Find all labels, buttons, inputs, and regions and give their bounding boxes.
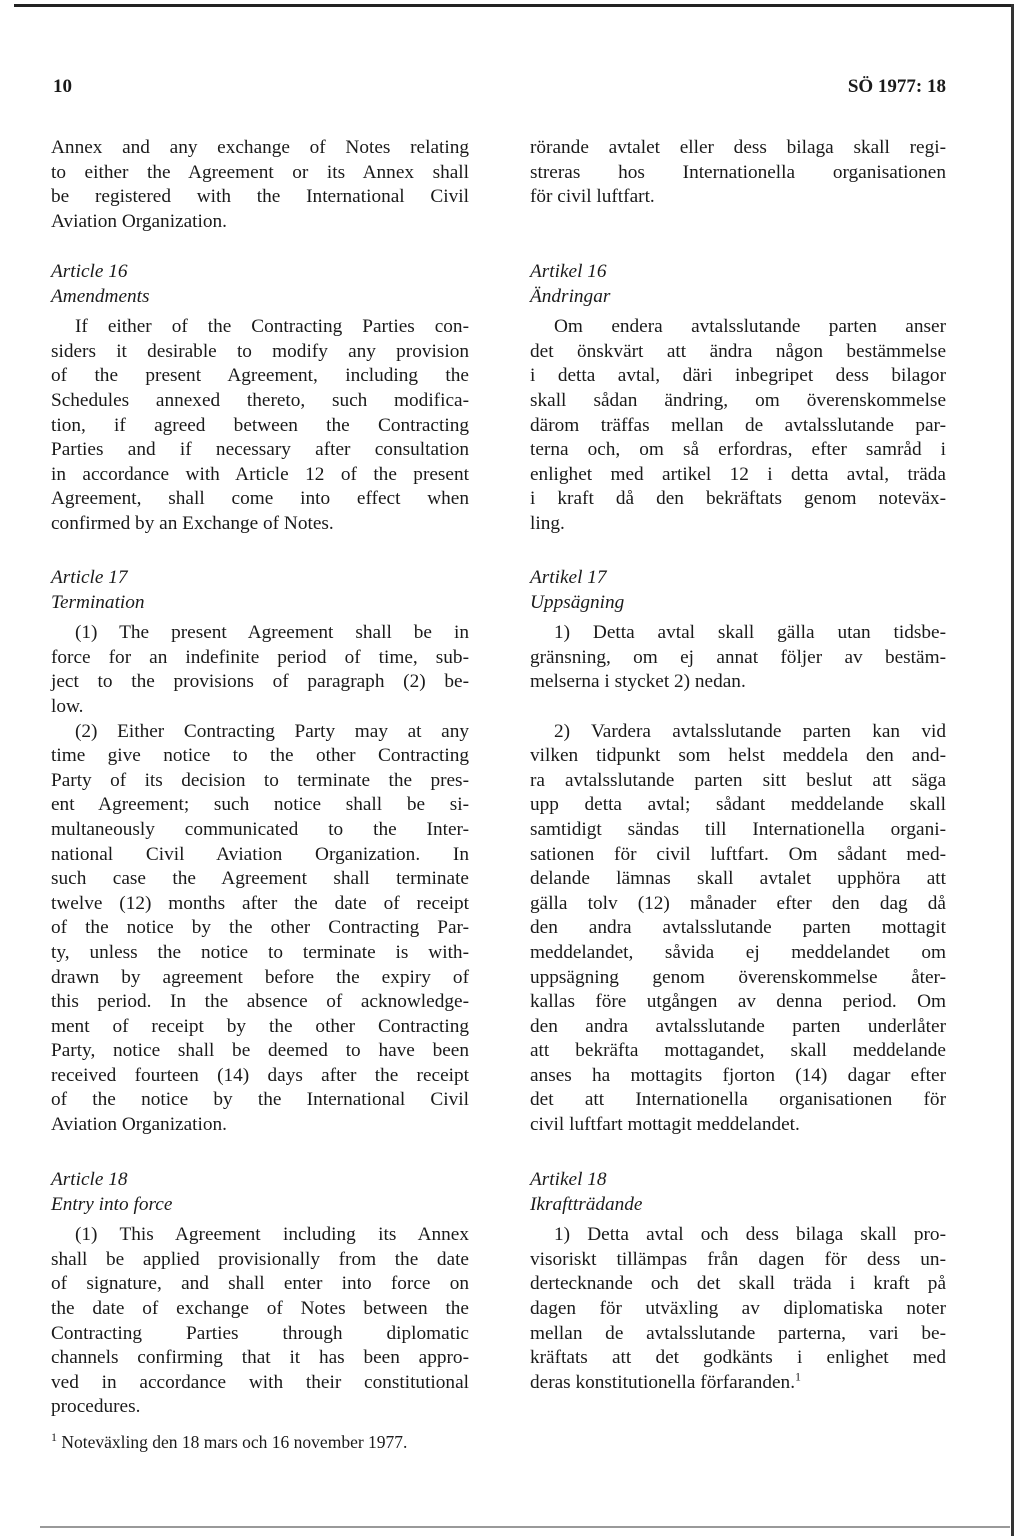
- text-line: enlighet med artikel 12 i detta avtal, träda: [530, 463, 946, 485]
- swedish-article-16: [530, 260, 946, 537]
- text-line: in accordance with Article 12 of the present: [51, 463, 469, 485]
- text-line: of the present Agreement, including the: [51, 365, 469, 387]
- text-line: tion, if agreed between the Contracting: [51, 414, 469, 436]
- text-line: such case the Agreement shall terminate: [51, 868, 469, 890]
- article-title: Amendments: [51, 285, 150, 307]
- text-line: multaneously communicated to the Inter-: [51, 818, 469, 840]
- text-line: gälla tolv (12) månader efter den dag då: [530, 892, 946, 914]
- text-line: Schedules annexed thereto, such modifica-: [51, 389, 469, 411]
- document-reference: SÖ 1977: 18: [847, 76, 946, 97]
- text-line: (1) This Agreement including its Annex: [75, 1224, 469, 1246]
- text-line: Contracting Parties through diplomatic: [51, 1322, 469, 1344]
- text-line: of the notice by the International Civil: [51, 1089, 469, 1111]
- text-line: Om endera avtalsslutande parten anser: [554, 316, 946, 338]
- text-line: national Civil Aviation Organization. In: [51, 843, 469, 865]
- text-line: of the notice by the other Contracting Par-: [51, 917, 469, 939]
- text-line: dertecknande och det skall träda i kraft på: [530, 1273, 946, 1295]
- text-line: meddelandet, såvida ej meddelandet om: [530, 941, 946, 963]
- scan-border-right: [1011, 4, 1014, 1536]
- text-line: (2) Either Contracting Party may at any: [75, 720, 469, 742]
- english-intro: [51, 136, 469, 234]
- article-heading: Article 16: [51, 261, 128, 282]
- text-line: drawn by agreement before the expiry of: [51, 966, 469, 988]
- text-line: this period. In the absence of acknowledge-: [51, 991, 469, 1013]
- english-article-16: [51, 260, 469, 537]
- text-line: Annex and any exchange of Notes relating: [51, 137, 469, 158]
- text-line: den andra avtalsslutande parten underlåter: [530, 1015, 946, 1037]
- text-line: civil luftfart mottagit meddelandet.: [530, 1114, 800, 1136]
- article-heading: Artikel 17: [530, 567, 607, 588]
- text-line: ra avtalsslutande parten sitt beslut att säga: [530, 769, 946, 791]
- text-line: deras konstitutionella förfaranden.$^1$: [530, 1369, 802, 1393]
- text-line: procedures.: [51, 1396, 141, 1418]
- text-line: visoriskt tillämpas från dagen för dess un-: [530, 1248, 946, 1270]
- swedish-article-17: [530, 566, 946, 1138]
- text-line: den andra avtalsslutande parten mottagit: [530, 917, 946, 939]
- text-line: det önskvärt att ändra någon bestämmelse: [530, 340, 946, 362]
- text-line: be registered with the International Civil: [51, 186, 469, 208]
- text-line: Party, notice shall be deemed to have been: [51, 1040, 469, 1062]
- english-article-18: [51, 1168, 469, 1420]
- text-line: vilken tidpunkt som helst meddela den and-: [530, 745, 946, 767]
- text-line: kräftats att det godkänts i enlighet med: [530, 1347, 946, 1369]
- swedish-intro: [530, 136, 946, 210]
- text-line: Party of its decision to terminate the pres-: [51, 769, 469, 791]
- footnote-marker: 1: [51, 1430, 57, 1445]
- text-line: Aviation Organization.: [51, 210, 227, 232]
- text-line: rörande avtalet eller dess bilaga skall regi-: [530, 137, 946, 158]
- text-line: det att Internationella organisationen för: [530, 1089, 946, 1111]
- footnote-reference: 1: [795, 1369, 802, 1384]
- text-line: delande lämnas skall avtalet upphöra att: [530, 868, 946, 890]
- swedish-article-18: [530, 1168, 946, 1395]
- text-line: confirmed by an Exchange of Notes.: [51, 512, 334, 534]
- text-line: melserna i stycket 2) nedan.: [530, 671, 746, 693]
- text-line: twelve (12) months after the date of receipt: [51, 892, 469, 914]
- text-line: uppsägning genom överenskommelse åter-: [530, 966, 946, 988]
- english-article-17: [51, 566, 469, 1138]
- text-line: Aviation Organization.: [51, 1114, 227, 1136]
- text-line: i detta avtal, däri inbegripet dess bilagor: [530, 365, 946, 387]
- article-title: Entry into force: [51, 1193, 173, 1215]
- text-line: ty, unless the notice to terminate is with-: [51, 941, 469, 963]
- text-line: ment of receipt by the other Contracting: [51, 1015, 469, 1037]
- article-title: Termination: [51, 591, 145, 613]
- text-line: därom träffas mellan de avtalsslutande par-: [530, 414, 946, 436]
- article-title: Ikraftträdande: [530, 1193, 643, 1215]
- text-line: streras hos Internationella organisationen: [530, 161, 946, 183]
- scan-border-bottom: [40, 1526, 1010, 1528]
- page-number: 10: [53, 76, 72, 97]
- text-line: ject to the provisions of paragraph (2) be-: [51, 671, 469, 693]
- text-line: att bekräfta mottagandet, skall meddelande: [530, 1040, 946, 1062]
- article-title: Uppsägning: [530, 591, 625, 613]
- text-line: (1) The present Agreement shall be in: [75, 622, 469, 644]
- scan-border-top: [14, 4, 1012, 7]
- text-line: ent Agreement; such notice shall be si-: [51, 794, 469, 816]
- text-line: sationen för civil luftfart. Om sådant med-: [530, 843, 946, 865]
- text-line: shall be applied provisionally from the date: [51, 1248, 469, 1270]
- text-line: the date of exchange of Notes between the: [51, 1297, 469, 1319]
- text-line: upp detta avtal; sådant meddelande skall: [530, 794, 946, 816]
- text-line: low.: [51, 695, 84, 717]
- text-line: If either of the Contracting Parties con-: [75, 316, 469, 338]
- article-heading: Article 17: [51, 567, 128, 588]
- article-heading: Article 18: [51, 1169, 128, 1190]
- text-line: 1) Detta avtal skall gälla utan tidsbe-: [554, 622, 946, 644]
- text-line: mellan de avtalsslutande parterna, vari be-: [530, 1322, 946, 1344]
- text-line: anses ha mottagits fjorton (14) dagar efter: [530, 1064, 946, 1086]
- article-title: Ändringar: [530, 285, 611, 307]
- text-line: samtidigt sändas till Internationella organi-: [530, 818, 946, 840]
- text-line: siders it desirable to modify any provision: [51, 340, 469, 362]
- text-line: 1) Detta avtal och dess bilaga skall pro-: [554, 1224, 946, 1246]
- text-line: force for an indefinite period of time, sub-: [51, 646, 469, 668]
- text-line: channels confirming that it has been appro-: [51, 1347, 469, 1369]
- text-line: kallas före utgången av denna period. Om: [530, 991, 946, 1013]
- text-line: to either the Agreement or its Annex shall: [51, 161, 469, 183]
- page-header: [50, 76, 946, 104]
- text-line: dagen för utväxling av diplomatiska noter: [530, 1297, 946, 1319]
- text-line: Parties and if necessary after consultation: [51, 439, 469, 461]
- text-line: i kraft då den bekräftats genom noteväx-: [530, 488, 946, 510]
- text-line: time give notice to the other Contracting: [51, 745, 469, 767]
- article-heading: Artikel 18: [530, 1169, 607, 1190]
- text-line: för civil luftfart.: [530, 186, 655, 208]
- text-line: ling.: [530, 512, 565, 534]
- text-line: received fourteen (14) days after the receipt: [51, 1064, 469, 1086]
- text-line: of signature, and shall enter into force on: [51, 1273, 469, 1295]
- text-line: skall sådan ändring, om överenskommelse: [530, 389, 946, 411]
- text-line: terna och, om så erfordras, efter samråd i: [530, 439, 946, 461]
- text-line: Agreement, shall come into effect when: [51, 488, 469, 510]
- text-line: ved in accordance with their constitutional: [51, 1371, 469, 1393]
- text-line: 2) Vardera avtalsslutande parten kan vid: [554, 720, 946, 742]
- article-heading: Artikel 16: [530, 261, 607, 282]
- footnote-text: Noteväxling den 18 mars och 16 november 1977.: [61, 1432, 408, 1452]
- footnote: [51, 1432, 407, 1453]
- text-line: gränsning, om ej annat följer av bestäm-: [530, 646, 946, 668]
